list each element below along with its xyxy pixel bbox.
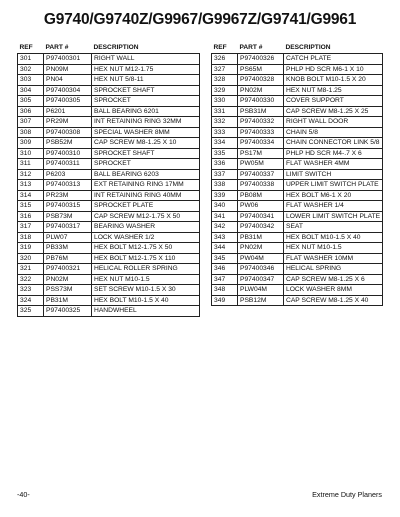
- header-ref: REF: [19, 44, 33, 51]
- part-number-cell: P97400326: [238, 54, 284, 65]
- description-cell: SPROCKET: [92, 96, 200, 107]
- ref-cell: 328: [212, 75, 238, 86]
- page-title: G9740/G9740Z/G9967/G9967Z/G9741/G9961: [43, 11, 357, 28]
- ref-cell: 315: [18, 201, 44, 212]
- ref-cell: 340: [212, 201, 238, 212]
- table-row: [18, 85, 200, 96]
- description-cell: CAP SCREW M12-1.75 X 50: [92, 211, 200, 222]
- description-cell: INT RETAINING RING 32MM: [92, 117, 200, 128]
- description-cell: CATCH PLATE: [284, 54, 383, 65]
- part-number-cell: PN09M: [44, 64, 92, 75]
- ref-cell: 321: [18, 264, 44, 275]
- description-cell: FLAT WASHER 1/4: [284, 201, 383, 212]
- part-number-cell: P6201: [44, 106, 92, 117]
- description-cell: BALL BEARING 6201: [92, 106, 200, 117]
- description-cell: EXT RETAINING RING 17MM: [92, 180, 200, 191]
- part-number-cell: P97400321: [44, 264, 92, 275]
- ref-cell: 304: [18, 85, 44, 96]
- description-cell: SPROCKET SHAFT: [92, 148, 200, 159]
- part-number-cell: P97400313: [44, 180, 92, 191]
- ref-cell: 326: [212, 54, 238, 65]
- page-number: -40-: [17, 490, 30, 499]
- table-row: [212, 253, 383, 264]
- description-cell: HANDWHEEL: [92, 306, 200, 317]
- ref-cell: 349: [212, 295, 238, 306]
- header-ref: REF: [213, 44, 227, 51]
- ref-cell: 312: [18, 169, 44, 180]
- ref-cell: 306: [18, 106, 44, 117]
- description-cell: HEX BOLT M10-1.5 X 40: [92, 295, 200, 306]
- part-number-cell: PB08M: [238, 190, 284, 201]
- part-number-cell: PN02M: [238, 85, 284, 96]
- description-cell: COVER SUPPORT: [284, 96, 383, 107]
- table-row: [212, 264, 383, 275]
- parts-table-right: [211, 42, 383, 306]
- table-row: [18, 295, 200, 306]
- description-cell: INT RETAINING RING 40MM: [92, 190, 200, 201]
- description-cell: HEX NUT M10-1.5: [92, 274, 200, 285]
- description-cell: HEX BOLT M6-1 X 20: [284, 190, 383, 201]
- table-row: [212, 85, 383, 96]
- table-row: [18, 169, 200, 180]
- description-cell: HEX NUT 5/8-11: [92, 75, 200, 86]
- part-number-cell: P97400305: [44, 96, 92, 107]
- description-cell: HELICAL ROLLER SPRING: [92, 264, 200, 275]
- table-row: [212, 180, 383, 191]
- description-cell: RIGHT WALL: [92, 54, 200, 65]
- part-number-cell: P97400341: [238, 211, 284, 222]
- description-cell: HEX BOLT M12-1.75 X 110: [92, 253, 200, 264]
- ref-cell: 331: [212, 106, 238, 117]
- part-number-cell: P97400347: [238, 274, 284, 285]
- ref-cell: 338: [212, 180, 238, 191]
- description-cell: PHLP HD SCR M6-1 X 10: [284, 64, 383, 75]
- table-row: [18, 264, 200, 275]
- ref-cell: 308: [18, 127, 44, 138]
- part-number-cell: PSB31M: [238, 106, 284, 117]
- table-row: [18, 180, 200, 191]
- table-row: [18, 64, 200, 75]
- table-row: [18, 96, 200, 107]
- part-number-cell: PLW07: [44, 232, 92, 243]
- table-row: [18, 243, 200, 254]
- description-cell: HEX NUT M10-1.5: [284, 243, 383, 254]
- ref-cell: 311: [18, 159, 44, 170]
- part-number-cell: P97400330: [238, 96, 284, 107]
- ref-cell: 327: [212, 64, 238, 75]
- description-cell: HEX NUT M12-1.75: [92, 64, 200, 75]
- table-row: [18, 127, 200, 138]
- ref-cell: 335: [212, 148, 238, 159]
- table-row: [212, 54, 383, 65]
- part-number-cell: P97400308: [44, 127, 92, 138]
- ref-cell: 314: [18, 190, 44, 201]
- header-part-number: PART #: [45, 44, 69, 51]
- description-cell: SET SCREW M10-1.5 X 30: [92, 285, 200, 296]
- table-row: [212, 190, 383, 201]
- table-row: [18, 285, 200, 296]
- description-cell: PHLP HD SCR M4-.7 X 6: [284, 148, 383, 159]
- table-row: [18, 306, 200, 317]
- description-cell: FLAT WASHER 10MM: [284, 253, 383, 264]
- part-number-cell: PSB52M: [44, 138, 92, 149]
- table-row: [18, 138, 200, 149]
- description-cell: SPECIAL WASHER 8MM: [92, 127, 200, 138]
- ref-cell: 339: [212, 190, 238, 201]
- ref-cell: 323: [18, 285, 44, 296]
- table-row: [18, 75, 200, 86]
- table-row: [18, 253, 200, 264]
- part-number-cell: PW05M: [238, 159, 284, 170]
- ref-cell: 301: [18, 54, 44, 65]
- header-description: DESCRIPTION: [285, 44, 331, 51]
- part-number-cell: PB31M: [238, 232, 284, 243]
- table-row: [18, 148, 200, 159]
- description-cell: SEAT: [284, 222, 383, 233]
- part-number-cell: P97400304: [44, 85, 92, 96]
- table-row: [18, 211, 200, 222]
- table-row: [212, 75, 383, 86]
- part-number-cell: P97400337: [238, 169, 284, 180]
- description-cell: BALL BEARING 6203: [92, 169, 200, 180]
- table-header-row: [212, 42, 383, 54]
- description-cell: UPPER LIMIT SWITCH PLATE: [284, 180, 383, 191]
- part-number-cell: P97400334: [238, 138, 284, 149]
- ref-cell: 322: [18, 274, 44, 285]
- part-number-cell: PS65M: [238, 64, 284, 75]
- description-cell: HEX NUT M8-1.25: [284, 85, 383, 96]
- ref-cell: 319: [18, 243, 44, 254]
- part-number-cell: PR23M: [44, 190, 92, 201]
- ref-cell: 344: [212, 243, 238, 254]
- part-number-cell: P97400315: [44, 201, 92, 212]
- table-row: [18, 54, 200, 65]
- part-number-cell: PLW04M: [238, 285, 284, 296]
- description-cell: LIMIT SWITCH: [284, 169, 383, 180]
- ref-cell: 309: [18, 138, 44, 149]
- description-cell: SPROCKET: [92, 159, 200, 170]
- manual-name: Extreme Duty Planers: [312, 490, 382, 499]
- part-number-cell: PN02M: [44, 274, 92, 285]
- part-number-cell: P97400338: [238, 180, 284, 191]
- ref-cell: 348: [212, 285, 238, 296]
- description-cell: LOWER LIMIT SWITCH PLATE: [284, 211, 383, 222]
- ref-cell: 325: [18, 306, 44, 317]
- description-cell: HEX BOLT M12-1.75 X 50: [92, 243, 200, 254]
- part-number-cell: P97400325: [44, 306, 92, 317]
- table-row: [212, 127, 383, 138]
- ref-cell: 330: [212, 96, 238, 107]
- ref-cell: 337: [212, 169, 238, 180]
- ref-cell: 316: [18, 211, 44, 222]
- part-number-cell: P97400301: [44, 54, 92, 65]
- table-row: [212, 232, 383, 243]
- part-number-cell: P97400332: [238, 117, 284, 128]
- table-row: [18, 232, 200, 243]
- table-row: [18, 201, 200, 212]
- part-number-cell: P97400311: [44, 159, 92, 170]
- part-number-cell: PSS73M: [44, 285, 92, 296]
- description-cell: LOCK WASHER 1/2: [92, 232, 200, 243]
- table-row: [212, 117, 383, 128]
- description-cell: LOCK WASHER 8MM: [284, 285, 383, 296]
- ref-cell: 341: [212, 211, 238, 222]
- table-row: [212, 64, 383, 75]
- table-row: [212, 169, 383, 180]
- description-cell: CHAIN 5/8: [284, 127, 383, 138]
- ref-cell: 343: [212, 232, 238, 243]
- table-row: [18, 190, 200, 201]
- ref-cell: 329: [212, 85, 238, 96]
- ref-cell: 303: [18, 75, 44, 86]
- description-cell: HELICAL SPRING: [284, 264, 383, 275]
- header-part-number: PART #: [239, 44, 263, 51]
- part-number-cell: PW06: [238, 201, 284, 212]
- part-number-cell: PSB73M: [44, 211, 92, 222]
- ref-cell: 310: [18, 148, 44, 159]
- table-row: [212, 201, 383, 212]
- part-number-cell: P6203: [44, 169, 92, 180]
- table-row: [212, 211, 383, 222]
- ref-cell: 313: [18, 180, 44, 191]
- part-number-cell: P97400342: [238, 222, 284, 233]
- table-row: [212, 148, 383, 159]
- table-row: [18, 222, 200, 233]
- ref-cell: 324: [18, 295, 44, 306]
- table-row: [18, 159, 200, 170]
- part-number-cell: PR29M: [44, 117, 92, 128]
- ref-cell: 346: [212, 264, 238, 275]
- part-number-cell: PS17M: [238, 148, 284, 159]
- description-cell: FLAT WASHER 4MM: [284, 159, 383, 170]
- table-row: [212, 295, 383, 306]
- part-number-cell: PW04M: [238, 253, 284, 264]
- part-number-cell: P97400328: [238, 75, 284, 86]
- table-row: [212, 274, 383, 285]
- part-number-cell: PB33M: [44, 243, 92, 254]
- table-row: [212, 138, 383, 149]
- description-cell: CAP SCREW M8-1.25 X 6: [284, 274, 383, 285]
- parts-table-left: [17, 42, 200, 317]
- description-cell: HEX BOLT M10-1.5 X 40: [284, 232, 383, 243]
- ref-cell: 332: [212, 117, 238, 128]
- ref-cell: 342: [212, 222, 238, 233]
- ref-cell: 334: [212, 138, 238, 149]
- ref-cell: 336: [212, 159, 238, 170]
- table-row: [212, 222, 383, 233]
- part-number-cell: P97400317: [44, 222, 92, 233]
- table-row: [18, 106, 200, 117]
- description-cell: SPROCKET SHAFT: [92, 85, 200, 96]
- ref-cell: 345: [212, 253, 238, 264]
- header-description: DESCRIPTION: [93, 44, 139, 51]
- table-row: [18, 274, 200, 285]
- ref-cell: 320: [18, 253, 44, 264]
- ref-cell: 307: [18, 117, 44, 128]
- description-cell: KNOB BOLT M10-1.5 X 20: [284, 75, 383, 86]
- table-row: [212, 243, 383, 254]
- table-row: [18, 117, 200, 128]
- description-cell: BEARING WASHER: [92, 222, 200, 233]
- table-row: [212, 96, 383, 107]
- part-number-cell: PN04: [44, 75, 92, 86]
- part-number-cell: P97400346: [238, 264, 284, 275]
- ref-cell: 317: [18, 222, 44, 233]
- description-cell: CHAIN CONNECTOR LINK 5/8: [284, 138, 383, 149]
- part-number-cell: PB76M: [44, 253, 92, 264]
- description-cell: CAP SCREW M8-1.25 X 25: [284, 106, 383, 117]
- table-row: [212, 159, 383, 170]
- part-number-cell: PSB12M: [238, 295, 284, 306]
- description-cell: CAP SCREW M8-1.25 X 40: [284, 295, 383, 306]
- part-number-cell: P97400333: [238, 127, 284, 138]
- table-row: [212, 285, 383, 296]
- table-header-row: [18, 42, 200, 54]
- description-cell: RIGHT WALL DOOR: [284, 117, 383, 128]
- ref-cell: 305: [18, 96, 44, 107]
- description-cell: CAP SCREW M8-1.25 X 10: [92, 138, 200, 149]
- part-number-cell: PN02M: [238, 243, 284, 254]
- part-number-cell: PB31M: [44, 295, 92, 306]
- ref-cell: 333: [212, 127, 238, 138]
- ref-cell: 302: [18, 64, 44, 75]
- part-number-cell: P97400310: [44, 148, 92, 159]
- ref-cell: 347: [212, 274, 238, 285]
- table-row: [212, 106, 383, 117]
- ref-cell: 318: [18, 232, 44, 243]
- description-cell: SPROCKET PLATE: [92, 201, 200, 212]
